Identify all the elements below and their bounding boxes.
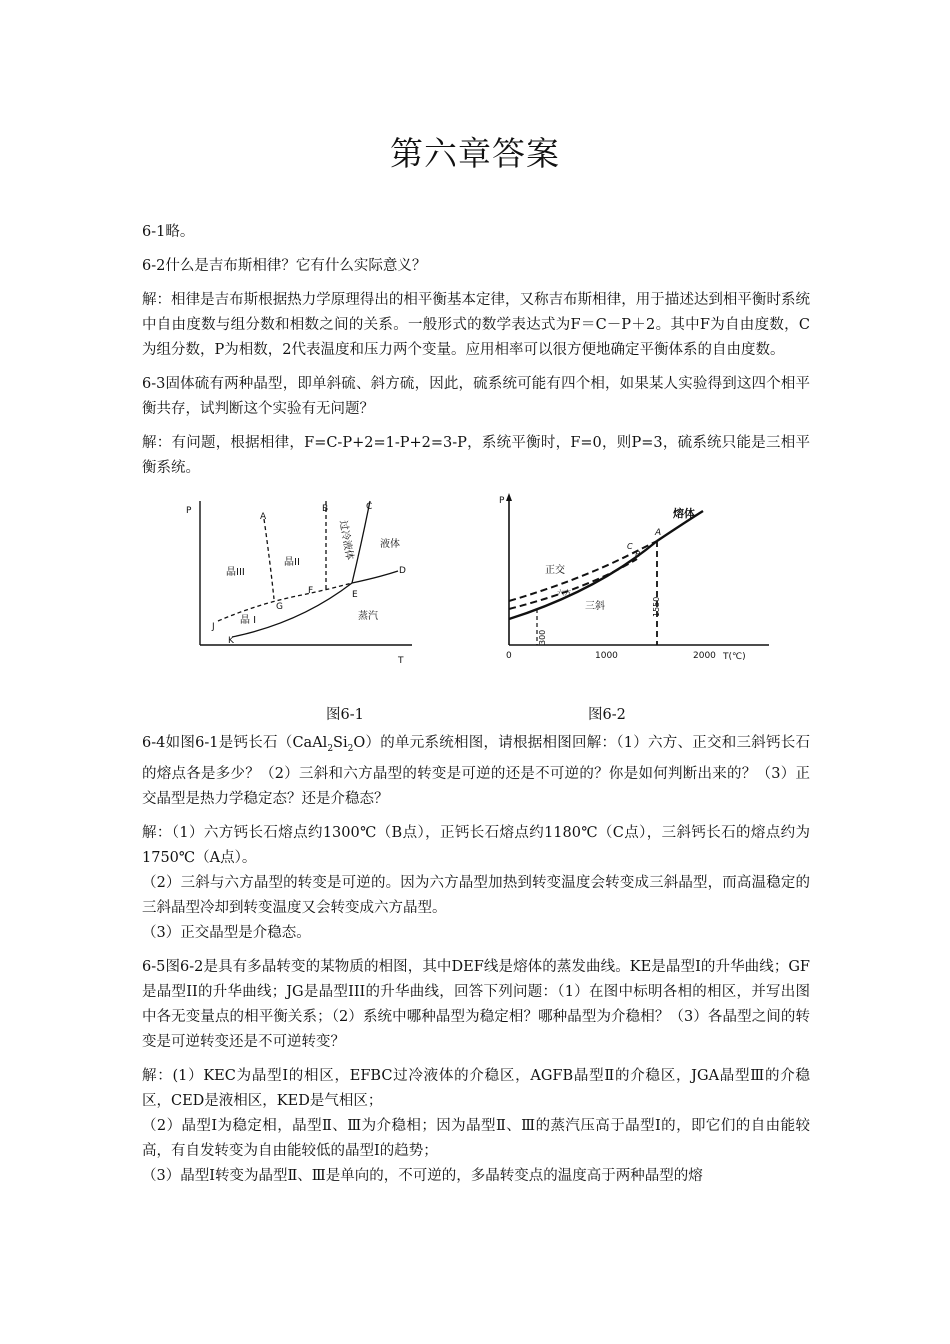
fig2-label-1550: 1550: [652, 596, 661, 617]
fig2-axis-t: T(℃): [723, 652, 746, 662]
fig1-label-k: K: [228, 636, 234, 646]
fig1-label-j: J: [212, 622, 215, 632]
fig1-label-b: B: [322, 504, 329, 514]
fig2-axis-p: P: [499, 496, 505, 506]
question-6-2: 6-2什么是吉布斯相律？它有什么实际意义？: [142, 258, 427, 274]
answer-6-2: 解：相律是吉布斯根据热力学原理得出的相平衡基本定律，又称吉布斯相律，用于描述达到相平衡时系统中自由度数与组分数和相数之间的关系。一般形式的数学表达式为F＝C－P＋2。其中F为自由度数，C为组分数，P为相数，2代表温度和压力两个变量。应用相率可以很方便地确定平衡体系的自由度数。: [142, 292, 810, 358]
fig1-axis-p: P: [186, 506, 192, 516]
fig1-label-e: E: [352, 590, 358, 600]
fig1-region-crystal-2: 晶II: [284, 557, 300, 568]
answer-6-4-part-3: （3）正交晶型是介稳态。: [142, 924, 311, 941]
fig2-label-c: C: [627, 542, 633, 551]
fig1-axis-t: T: [398, 656, 404, 666]
fig1-region-vapor: 蒸汽: [358, 611, 378, 622]
answer-6-3: 解：有问题，根据相律，F=C-P+2=1-P+2=3-P，系统平衡时，F=0，则P=3，硫系统只能是三相平衡系统。: [142, 435, 810, 476]
question-6-3: 6-3固体硫有两种晶型，即单斜硫、斜方硫，因此，硫系统可能有四个相，如果某人实验得到这四个相平衡共存，试判断这个实验有无问题？: [142, 376, 810, 417]
fig1-label-g: G: [276, 602, 283, 612]
page-title: 第六章答案: [390, 134, 560, 173]
answer-6-5-part-1: 解：(1）KEC为晶型Ⅰ的相区，EFBC过冷液体的介稳区，AGFB晶型Ⅱ的介稳区，JGA晶型Ⅲ的介稳区，CED是液相区，KED是气相区；: [142, 1067, 810, 1109]
answer-6-5-part-3: （3）晶型Ⅰ转变为晶型Ⅱ、Ⅲ是单向的，不可逆的，多晶转变点的温度高于两种晶型的熔: [142, 1167, 703, 1184]
fig1-label-a: A: [260, 512, 267, 522]
question-6-4: 6-4如图6-1是钙长石$(CaAl_2Si_2O)$的单元系统相图，请根据相图回解：（1）六方、正交和三斜钙长石的熔点各是多少？（2）三斜和六方晶型的转变是可逆的还是不可逆的？你是如何判断出来的？（3）正交晶型是热力学稳定态？还是介稳态？: [142, 735, 810, 807]
fig1-label-d: D: [399, 566, 406, 576]
fig1-region-crystal-3: 晶III: [226, 567, 245, 578]
fig1-region-crystal-1: 晶 I: [240, 615, 257, 626]
figure-6-2: [497, 491, 777, 671]
fig2-label-triclinic: 三斜: [585, 601, 605, 612]
figure-6-1-caption: 图6-1: [326, 707, 364, 723]
fig2-tick-0: 0: [506, 651, 512, 661]
fig1-label-c: C: [366, 502, 373, 512]
fig2-tick-2000: 2000: [693, 651, 716, 661]
question-6-5: 6-5图6-2是具有多晶转变的某物质的相图，其中DEF线是熔体的蒸发曲线。KE是晶型I的升华曲线；GF是晶型II的升华曲线；JG是晶型III的升华曲线，回答下列问题：（1）在图中标明各相的相区，并写出图中各无变量点的相平衡关系；（2）系统中哪种晶型为稳定相？哪种晶型为介稳相？（3）各晶型之间的转变是可逆转变还是不可逆转变？: [142, 958, 810, 1050]
fig1-region-liquid: 液体: [380, 539, 400, 550]
fig1-region-supercooled: 过冷液体: [337, 519, 355, 561]
question-6-1: 6-1略。: [142, 224, 195, 240]
fig2-label-orthorhombic: 正交: [545, 565, 565, 576]
answer-6-4-part-2: （2）三斜与六方晶型的转变是可逆的。因为六方晶型加热到转变温度会转变成三斜晶型，而高温稳定的三斜晶型冷却到转变温度又会转变成六方晶型。: [142, 874, 810, 916]
fig2-label-hexagonal: 六方: [557, 589, 571, 597]
fig1-label-f: F: [308, 586, 314, 596]
fig2-tick-1000: 1000: [595, 651, 618, 661]
fig2-label-a: A: [655, 528, 662, 538]
fig2-label-melt: 熔体: [673, 507, 695, 520]
answer-6-5-part-2: （2）晶型Ⅰ为稳定相，晶型Ⅱ、Ⅲ为介稳相；因为晶型Ⅱ、Ⅲ的蒸汽压高于晶型Ⅰ的，即它们的自由能较高，有自发转变为自由能较低的晶型Ⅰ的趋势；: [142, 1117, 810, 1159]
fig2-label-b: B: [635, 550, 641, 559]
figures-row: [142, 491, 810, 731]
fig2-label-300: 300: [538, 629, 547, 645]
answer-6-4-part-1: 解：（1）六方钙长石熔点约1300℃（B点），正钙长石熔点约1180℃（C点），三斜钙长石的熔点约为1750℃（A点）。: [142, 824, 810, 866]
figure-6-2-caption: 图6-2: [588, 707, 626, 723]
figure-6-1: [180, 491, 420, 671]
document-body: [142, 220, 810, 1189]
